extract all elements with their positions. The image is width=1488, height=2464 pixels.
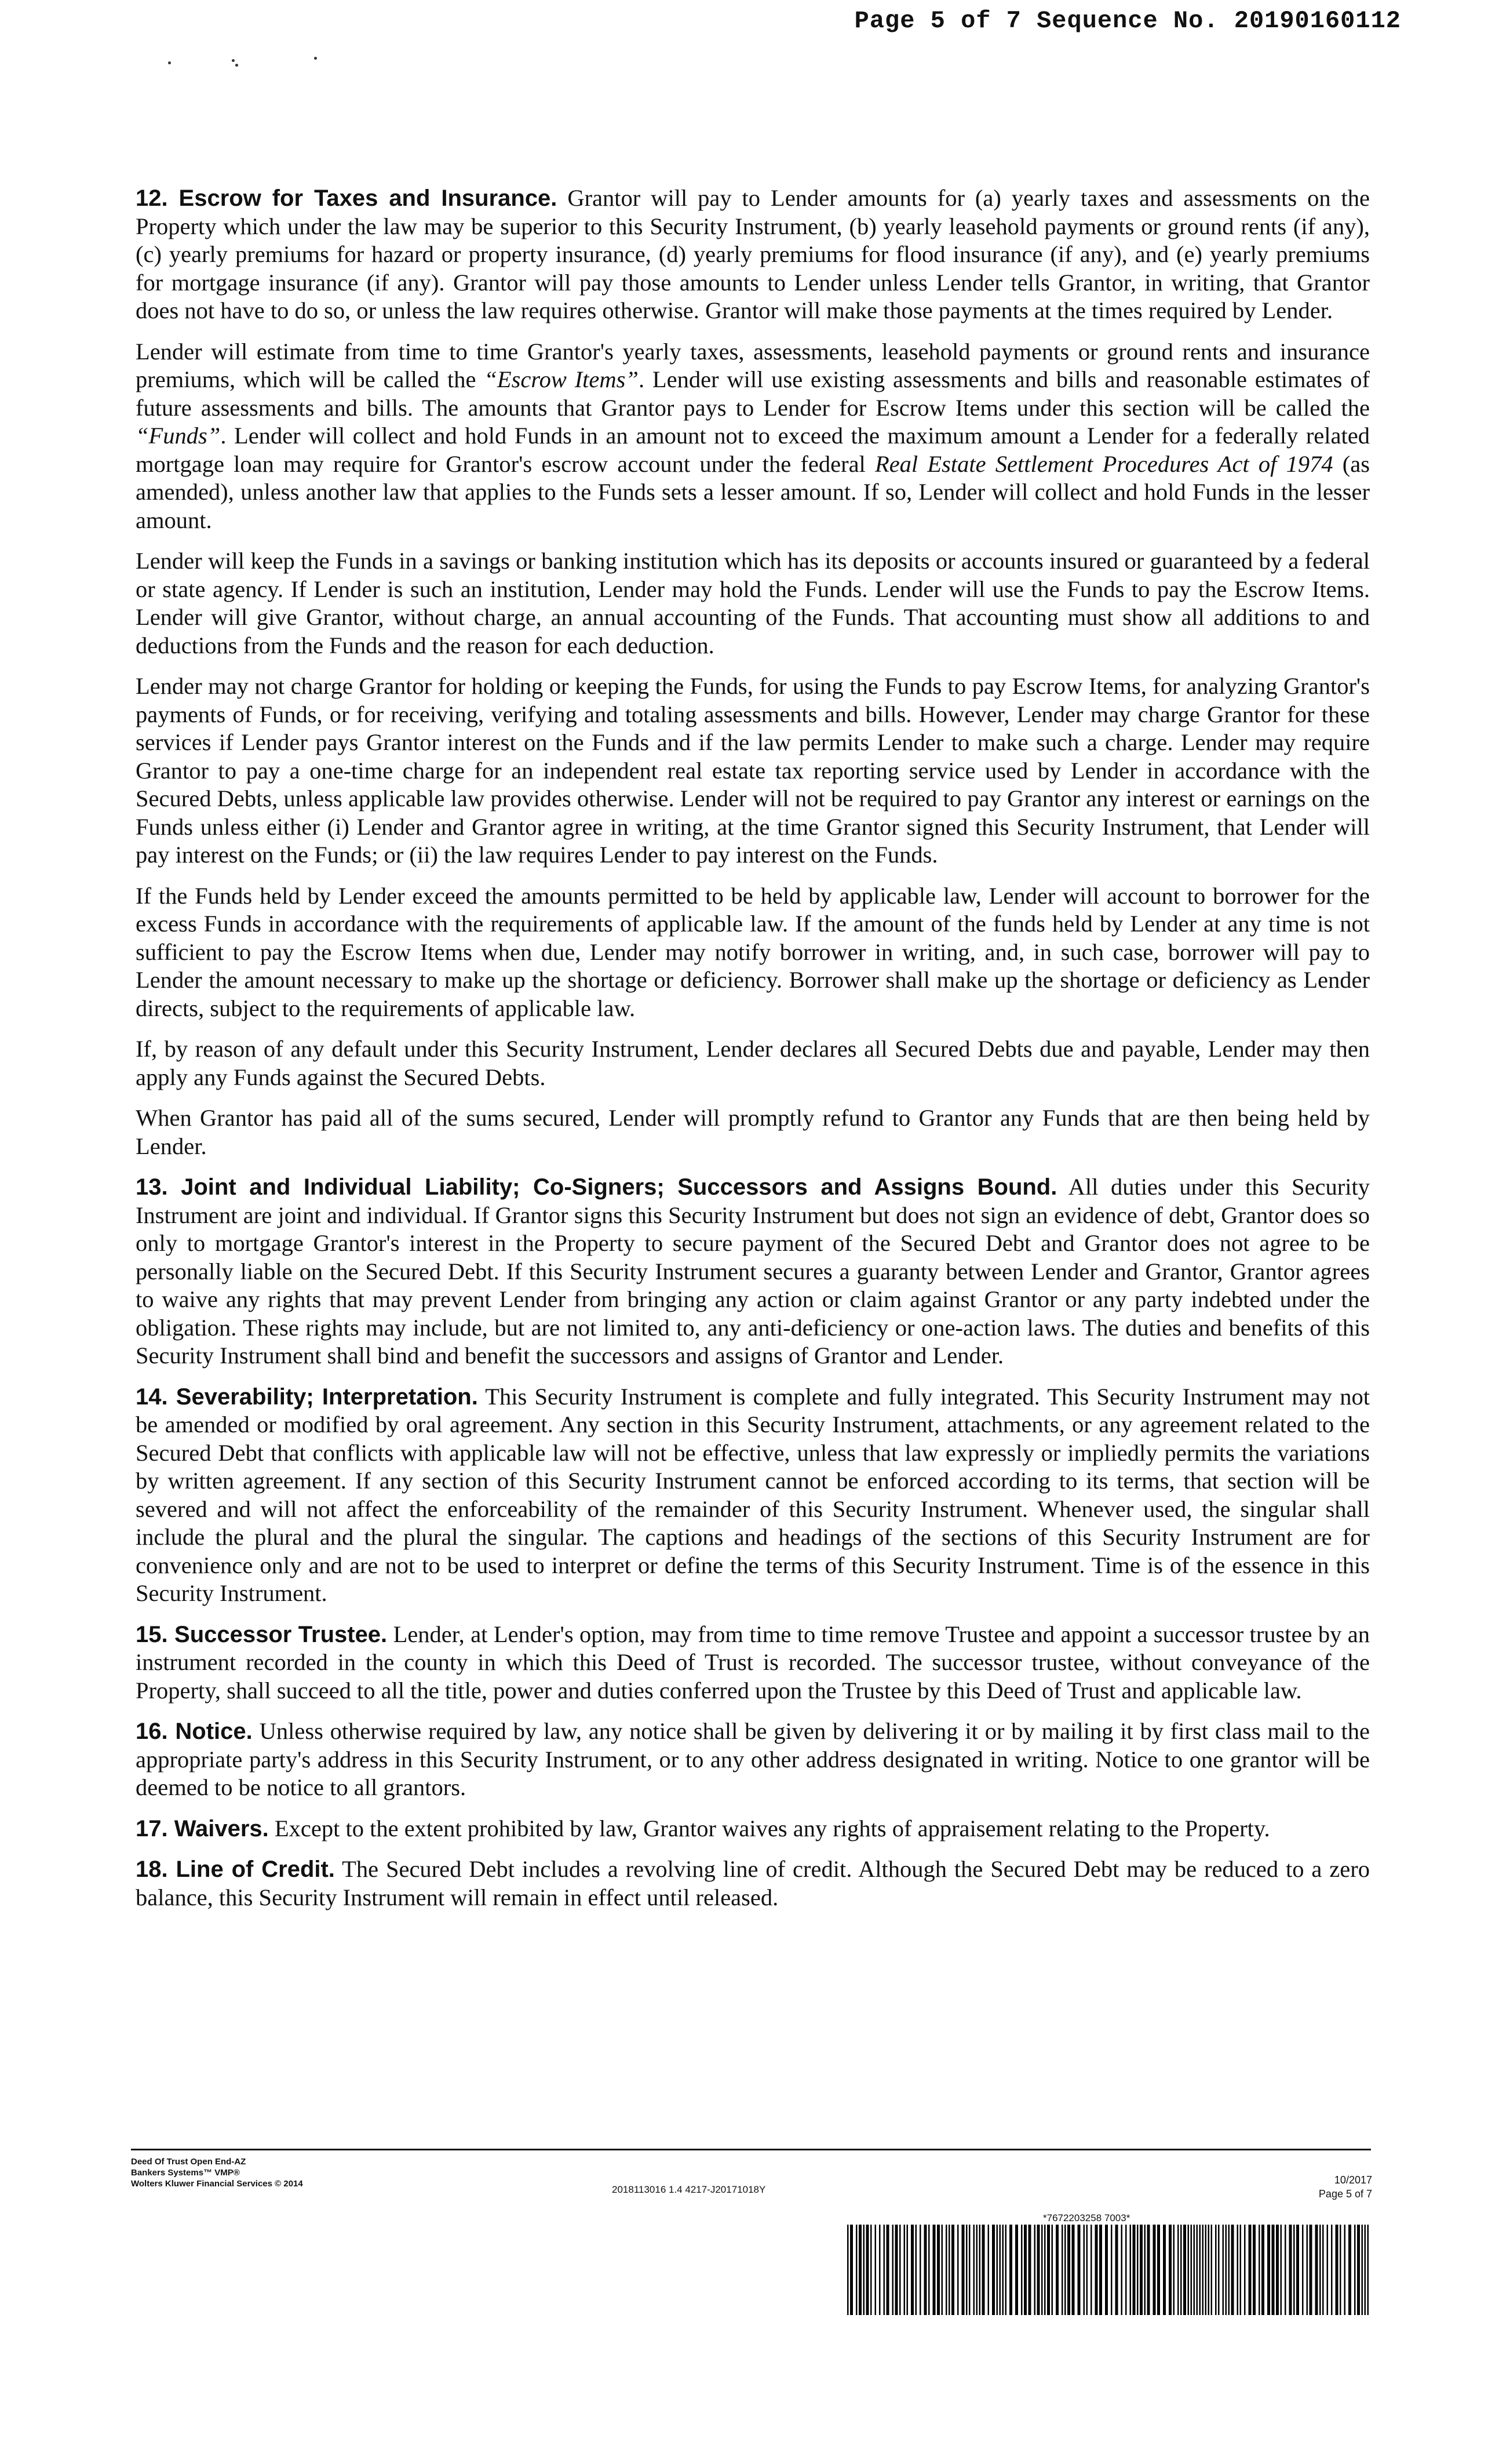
escrow-paragraph: If the Funds held by Lender exceed the amounts permitted to be held by applicable law, Lender will account to borrower for the excess Funds in accordance with the requirements of applicable law. If the amount of the funds held by Lender at any time is not sufficient to pay the Escrow Items when due, Lender may notify borrower in writing, and, in such case, borrower will pay to Lender the amount necessary to make up the shortage or deficiency. Borrower shall make up the shortage or deficiency as Lender directs, subject to the requirements of applicable law. [136, 882, 1370, 1021]
barcode-bar [976, 2225, 978, 2315]
barcode-bar [1086, 2225, 1088, 2315]
barcode-bar [946, 2225, 947, 2315]
barcode-bar [875, 2225, 877, 2315]
barcode-bar [1180, 2225, 1182, 2315]
barcode-bar [1191, 2225, 1192, 2315]
paragraph-text: Lender will estimate from time to time Grantor's yearly taxes, assessments, leasehold payments or ground rents and insurance premiums, which will be called the [136, 338, 1370, 392]
barcode-bar [1078, 2225, 1081, 2315]
barcode-bar [1041, 2225, 1043, 2315]
barcode-bar [1147, 2225, 1150, 2315]
barcode-bar [951, 2225, 954, 2315]
barcode-bar [907, 2225, 909, 2315]
escrow-paragraph: When Grantor has paid all of the sums secured, Lender will promptly refund to Grantor any Funds that are then being held by Lender. [136, 1105, 1370, 1159]
barcode-bar [1319, 2225, 1321, 2315]
section-14 [136, 1383, 1370, 1608]
barcode-bar [870, 2225, 872, 2315]
barcode-bar [1362, 2225, 1363, 2315]
barcode-bar [1194, 2225, 1195, 2315]
barcode-bar [856, 2225, 858, 2315]
barcode-bar [1231, 2225, 1234, 2315]
scan-speck [314, 57, 317, 60]
barcode-bar [1084, 2225, 1085, 2315]
vendor-name: Bankers Systems™ VMP® [131, 2168, 240, 2178]
barcode-bar [1293, 2225, 1295, 2315]
barcode-bar [1331, 2225, 1333, 2315]
barcode-bar [1002, 2225, 1004, 2315]
page-sequence-header: Page 5 of 7 Sequence No. 20190160112 [854, 7, 1401, 35]
section-13 [136, 1173, 1370, 1370]
barcode-bar [1121, 2225, 1123, 2315]
barcode-bar [884, 2225, 885, 2315]
form-date: 10/2017 [1334, 2174, 1372, 2186]
barcode-bar [1111, 2225, 1113, 2315]
barcode-bar [892, 2225, 894, 2315]
paragraph-text: (as amended), unless another law that applies to the Funds sets a lesser amount. If so, Lender will collect and hold Funds in the lesser amount. [136, 450, 1370, 533]
barcode-bar [1199, 2225, 1201, 2315]
barcode-bar [1261, 2225, 1264, 2315]
barcode-bar [1052, 2225, 1053, 2315]
page-number: Page 5 of 7 [1318, 2188, 1372, 2200]
barcode-bar [1095, 2225, 1098, 2315]
barcode-bar [1302, 2225, 1304, 2315]
barcode-bar [1064, 2225, 1066, 2315]
barcode-bar [1348, 2225, 1351, 2315]
barcode-bar [949, 2225, 950, 2315]
barcode-bar [1357, 2225, 1360, 2315]
barcode-bar [957, 2225, 959, 2315]
scan-speck [168, 61, 171, 64]
barcode-bar [1047, 2225, 1050, 2315]
barcode-bar [1009, 2225, 1012, 2315]
barcode-bar [1144, 2225, 1146, 2315]
barcode-bar [850, 2225, 853, 2315]
barcode-bar [1037, 2225, 1040, 2315]
barcode-bar [1067, 2225, 1070, 2315]
barcode-bar [1005, 2225, 1007, 2315]
barcode-bar [1177, 2225, 1179, 2315]
footer-page-info [1319, 2173, 1372, 2201]
barcode-bar [1208, 2225, 1210, 2315]
escrow-paragraph: Lender will keep the Funds in a savings or banking institution which has its deposits or accounts insured or guaranteed by a federal or state agency. If Lender is such an institution, Lender may hold the Funds. Lender will use the Funds to pay the Escrow Items. Lender will give Grantor, without charge, an annual accounting of the Funds. That accounting must show all additions to and deductions from the Funds and the reason for each deduction. [136, 548, 1370, 658]
paragraph-text: . Lender will collect and hold Funds in an amount not to exceed the maximum amount a Lender for a federally related mortgage loan may require for Grantor's escrow account under the federal [136, 423, 1370, 477]
barcode-bar [979, 2225, 981, 2315]
footer-form-info [131, 2156, 303, 2189]
barcode-bar [1173, 2225, 1175, 2315]
barcode-bar [1215, 2225, 1217, 2315]
section-heading: 17. Waivers. [136, 1815, 269, 1841]
barcode-bar [1130, 2225, 1132, 2315]
barcode-bar [1336, 2225, 1339, 2315]
form-name: Deed Of Trust Open End-AZ [131, 2157, 246, 2167]
barcode-bar [847, 2225, 849, 2315]
barcode-bar [887, 2225, 889, 2315]
section-heading: 18. Line of Credit. [136, 1857, 335, 1882]
barcode-bar [1205, 2225, 1207, 2315]
scan-specks [162, 51, 336, 74]
barcode-bar [1289, 2225, 1292, 2315]
barcode-bar [1226, 2225, 1227, 2315]
barcode-bar [1072, 2225, 1075, 2315]
defined-term-escrow-items: “Escrow Items” [484, 366, 639, 392]
barcode-bar [1259, 2225, 1260, 2315]
barcode-bar [916, 2225, 917, 2315]
barcode-bar [1169, 2225, 1172, 2315]
barcode-bar [859, 2225, 862, 2315]
barcode-bar [1044, 2225, 1046, 2315]
barcode-bar [1029, 2225, 1031, 2315]
barcode-bar [982, 2225, 985, 2315]
section-17 [136, 1815, 1370, 1843]
section-heading: 13. Joint and Individual Liability; Co-Signers; Successors and Assigns Bound. [136, 1174, 1057, 1200]
barcode-bar [1365, 2225, 1366, 2315]
barcode-bar [1062, 2225, 1063, 2315]
barcode-bar [1237, 2225, 1239, 2315]
barcode-bar [1183, 2225, 1186, 2315]
barcode-number: *7672203258 7003* [1043, 2212, 1130, 2223]
barcode-bar [1307, 2225, 1308, 2315]
scan-speck [235, 64, 238, 67]
section-text: The Secured Debt includes a revolving line of credit. Although the Secured Debt may be reduced to a zero balance, this Security Instrument will remain in effect until released. [136, 1856, 1370, 1910]
barcode-bar [1099, 2225, 1102, 2315]
barcode-bar [928, 2225, 930, 2315]
barcode-bar [1344, 2225, 1346, 2315]
barcode-bar [937, 2225, 940, 2315]
barcode-bar [1223, 2225, 1224, 2315]
barcode-bar [920, 2225, 921, 2315]
barcode-bar [942, 2225, 943, 2315]
section-text: Unless otherwise required by law, any notice shall be given by delivering it or by mailing it by first class mail to the appropriate party's address in this Security Instrument, or to any other address designated in writing. Notice to one grantor will be deemed to be notice to all grantors. [136, 1718, 1370, 1800]
section-text: Except to the extent prohibited by law, Grantor waives any rights of appraisement relating to the Property. [268, 1815, 1270, 1841]
barcode-bar [1188, 2225, 1190, 2315]
barcode-bar [1228, 2225, 1230, 2315]
scan-speck [232, 59, 235, 62]
barcode-bar [973, 2225, 975, 2315]
barcode-bar [1240, 2225, 1242, 2315]
barcode-bar [924, 2225, 927, 2315]
defined-term-funds: “Funds” [136, 423, 221, 449]
section-heading: 16. Notice. [136, 1719, 253, 1744]
barcode-bar [1163, 2225, 1166, 2315]
barcode-bar [1249, 2225, 1252, 2315]
barcode-bar [1285, 2225, 1286, 2315]
statute-name: Real Estate Settlement Procedures Act of 1974 [874, 450, 1333, 477]
barcode-bar [1327, 2225, 1329, 2315]
barcode-bar [863, 2225, 865, 2315]
barcode-bar [1157, 2225, 1160, 2315]
barcode-bar [1322, 2225, 1324, 2315]
barcode-bar [1056, 2225, 1059, 2315]
section-heading: 14. Severability; Interpretation. [136, 1384, 478, 1410]
barcode-bar [1267, 2225, 1270, 2315]
section-text: All duties under this Security Instrument are joint and individual. If Grantor signs this Security Instrument but does not sign an evidence of debt, Grantor does so only to mortgage Grantor's interest in the Property to secure payment of the Secured Debt and Grantor does not agree to be personally liable on the Secured Debt. If this Security Instrument secures a guaranty between Lender and Grantor, Grantor agrees to waive any rights that may prevent Lender from bringing any action or claim against Grantor or any party indebted under the obligation. These rights may include, but are not limited to, any anti-deficiency or one-action laws. The duties and benefits of this Security Instrument shall bind and benefit the successors and assigns of Grantor and Lender. [136, 1174, 1370, 1369]
barcode-bar [1091, 2225, 1092, 2315]
escrow-paragraph [136, 338, 1370, 535]
section-heading: 12. Escrow for Taxes and Insurance. [136, 185, 557, 211]
escrow-paragraph: Lender may not charge Grantor for holding or keeping the Funds, for using the Funds to pay Escrow Items, for analyzing Grantor's payments of Funds, or for receiving, verifying and totaling assessments and bills. However, Lender may charge Grantor for these services if Lender pays Grantor interest on the Funds and if the law permits Lender to make such a charge. Lender may require Grantor to pay a one-time charge for an independent real estate tax reporting service used by Lender in accordance with the Secured Debts, unless applicable law provides otherwise. Lender will not be required to pay Grantor any interest or earnings on the Funds unless either (i) Lender and Grantor agree in writing, at the time Grantor signed this Security Instrument, that Lender will pay interest on the Funds; or (ii) the law requires Lender to pay interest on the Funds. [136, 673, 1370, 868]
barcode-bar [911, 2225, 914, 2315]
barcode-bar [1115, 2225, 1118, 2315]
barcode-bar [904, 2225, 906, 2315]
barcode-bar [879, 2225, 881, 2315]
barcode-bar [1276, 2225, 1279, 2315]
barcode-bar [1125, 2225, 1127, 2315]
section-15 [136, 1621, 1370, 1705]
section-text: Lender, at Lender's option, may from time to time remove Trustee and appoint a successor trustee by an instrument recorded in the county in which this Deed of Trust is recorded. The successor trustee, without conveyance of the Property, shall succeed to all the title, power and duties conferred upon the Trustee by this Deed of Trust and applicable law. [136, 1621, 1370, 1704]
barcode-bar [1034, 2225, 1036, 2315]
barcode-bar [997, 2225, 998, 2315]
barcode-bar [1367, 2225, 1369, 2315]
barcode-bar [1272, 2225, 1275, 2315]
section-heading: 15. Successor Trustee. [136, 1621, 388, 1647]
barcode-bar [1133, 2225, 1136, 2315]
barcode-bar [933, 2225, 936, 2315]
escrow-paragraph: If, by reason of any default under this Security Instrument, Lender declares all Secured Debts due and payable, Lender may then apply any Funds against the Secured Debts. [136, 1036, 1370, 1090]
document-body [136, 184, 1370, 1924]
barcode-bar [969, 2225, 971, 2315]
barcode-bar [1197, 2225, 1198, 2315]
barcode-bar [1000, 2225, 1001, 2315]
section-16 [136, 1717, 1370, 1802]
barcode-bar [1015, 2225, 1018, 2315]
barcode-bar [1296, 2225, 1299, 2315]
paragraph-text: . Lender will use existing assessments and bills and reasonable estimates of future assessments and bills. The amounts that Grantor pays to Lender for Escrow Items under this section will be called the [136, 366, 1370, 421]
barcode-bar [1137, 2225, 1139, 2315]
section-18 [136, 1855, 1370, 1912]
barcode-bar [1340, 2225, 1341, 2315]
section-text: Grantor will pay to Lender amounts for (a) yearly taxes and assessments on the Property which under the law may be superior to this Security Instrument, (b) yearly leasehold payments or ground rents (if any), (c) yearly premiums for hazard or property insurance, (d) yearly premiums for flood insurance (if any), and (e) yearly premiums for mortgage insurance (if any). Grantor will pay those amounts to Lender unless Lender tells Grantor, in writing, that Grantor does not have to do so, or unless the law requires otherwise. Grantor will make those payments at the times required by Lender. [136, 185, 1370, 323]
barcode [847, 2225, 1370, 2315]
barcode-bar [1021, 2225, 1023, 2315]
section-text: This Security Instrument is complete and fully integrated. This Security Instrument may not be amended or modified by oral agreement. Any section in this Security Instrument, attachments, or any agreement related to the Secured Debt that conflicts with applicable law will not be effective, unless that law expressly or impliedly permits the variations by written agreement. If any section of this Security Instrument cannot be enforced according to its terms, that section will be severed and will not affect the enforceability of the remainder of this Security Instrument. Whenever used, the singular shall include the plural and the plural the singular. The captions and headings of the sections of this Security Instrument are for convenience only and are not to be used to interpret or define the terms of this Security Instrument. Time is of the essence in this Security Instrument. [136, 1383, 1370, 1606]
barcode-bar [1354, 2225, 1356, 2315]
barcode-bar [899, 2225, 901, 2315]
barcode-bar [1218, 2225, 1220, 2315]
section-12 [136, 184, 1370, 325]
barcode-bar [962, 2225, 965, 2315]
barcode-bar [1281, 2225, 1282, 2315]
barcode-bar [1315, 2225, 1318, 2315]
barcode-bar [1140, 2225, 1143, 2315]
barcode-bar [1310, 2225, 1312, 2315]
barcode-bar [988, 2225, 990, 2315]
barcode-bar [992, 2225, 995, 2315]
barcode-bar [966, 2225, 968, 2315]
barcode-bar [1244, 2225, 1246, 2315]
copyright-notice: Wolters Kluwer Financial Services © 2014 [131, 2179, 303, 2189]
barcode-bar [866, 2225, 869, 2315]
document-code: 2018113016 1.4 4217-J20171018Y [612, 2184, 766, 2195]
barcode-bar [1253, 2225, 1256, 2315]
barcode-bar [1202, 2225, 1204, 2315]
footer-divider [131, 2149, 1371, 2150]
barcode-bar [1211, 2225, 1213, 2315]
barcode-bar [895, 2225, 898, 2315]
barcode-bar [1153, 2225, 1156, 2315]
barcode-bar [1024, 2225, 1027, 2315]
barcode-bar [1105, 2225, 1108, 2315]
